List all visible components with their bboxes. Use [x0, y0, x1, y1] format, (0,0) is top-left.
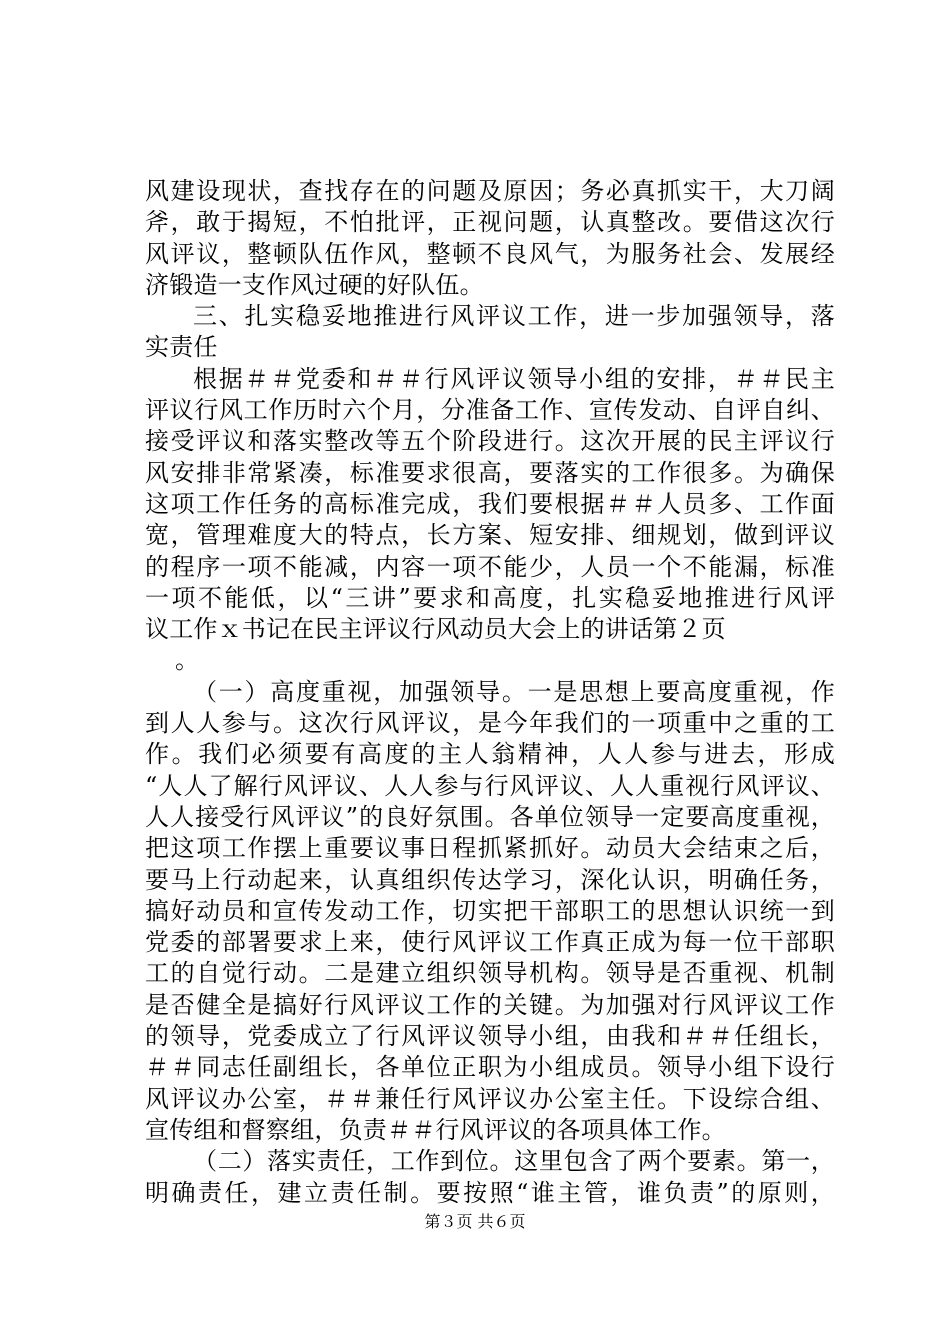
section-heading-line: 实责任 [145, 333, 218, 362]
page-number: 第３页 共６页 [424, 1212, 526, 1231]
text-line: 人人接受行风评议”的良好氛围。各单位领导一定要高度重视， [145, 802, 835, 831]
text-line: 作。我们必须要有高度的主人翁精神，人人参与进去，形成 [145, 740, 835, 769]
text-line: 议工作ｘ书记在民主评议行风动员大会上的讲话第２页 [145, 615, 726, 644]
text-line: 宽，管理难度大的特点，长方案、短安排、细规划，做到评议 [145, 521, 835, 550]
text-line: 接受评议和落实整改等五个阶段进行。这次开展的民主评议行 [145, 427, 835, 456]
text-line: 一项不能低，以“三讲”要求和高度，扎实稳妥地推进行风评 [145, 583, 835, 612]
text-line: 宣传组和督察组，负责＃＃行风评议的各项具体工作。 [145, 1115, 726, 1144]
text-line: 的领导，党委成立了行风评议领导小组，由我和＃＃任组长， [145, 1022, 835, 1051]
text-line: 这项工作任务的高标准完成，我们要根据＃＃人员多、工作面 [145, 489, 835, 518]
section-heading-line: 三、扎实稳妥地推进行风评议工作，进一步加强领导，落 [193, 302, 835, 331]
text-line: 济锻造一支作风过硬的好队伍。 [145, 270, 484, 299]
text-line: 风建设现状，查找存在的问题及原因；务必真抓实干，大刀阔 [145, 177, 835, 205]
text-line: 工的自觉行动。二是建立组织领导机构。领导是否重视、机制 [145, 959, 835, 988]
text-line: 斧，敢于揭短，不怕批评，正视问题，认真整改。要借这次行 [145, 208, 835, 237]
text-line: 到人人参与。这次行风评议，是今年我们的一项重中之重的工 [145, 709, 835, 738]
text-line: 评议行风工作历时六个月，分准备工作、宣传发动、自评自纠、 [145, 396, 835, 425]
text-line: （一）高度重视，加强领导。一是思想上要高度重视，作 [193, 677, 835, 706]
text-line: 是否健全是搞好行风评议工作的关键。为加强对行风评议工作 [145, 990, 835, 1019]
text-line: 风评议办公室，＃＃兼任行风评议办公室主任。下设综合组、 [145, 1084, 835, 1113]
text-line: ＃＃同志任副组长，各单位正职为小组成员。领导小组下设行 [145, 1053, 835, 1082]
text-line: 要马上行动起来，认真组织传达学习，深化认识，明确任务， [145, 865, 835, 894]
text-line: 党委的部署要求上来，使行风评议工作真正成为每一位干部职 [145, 928, 835, 957]
text-line: 风评议，整顿队伍作风，整顿不良风气，为服务社会、发展经 [145, 239, 835, 268]
text-line: 明确责任，建立责任制。要按照“谁主管，谁负责”的原则， [145, 1178, 835, 1207]
text-line: 。 [175, 646, 200, 675]
text-line: 的程序一项不能减，内容一项不能少，人员一个不能漏，标准 [145, 552, 835, 581]
text-line: “人人了解行风评议、人人参与行风评议、人人重视行风评议、 [145, 771, 835, 800]
text-line: 搞好动员和宣传发动工作，切实把干部职工的思想认识统一到 [145, 896, 835, 925]
text-line: （二）落实责任，工作到位。这里包含了两个要素。第一， [193, 1147, 835, 1176]
text-line: 根据＃＃党委和＃＃行风评议领导小组的安排，＃＃民主 [193, 364, 835, 393]
text-line: 风安排非常紧凑，标准要求很高，要落实的工作很多。为确保 [145, 458, 835, 487]
document-body [145, 176, 835, 1209]
text-line: 把这项工作摆上重要议事日程抓紧抓好。动员大会结束之后， [145, 834, 835, 863]
